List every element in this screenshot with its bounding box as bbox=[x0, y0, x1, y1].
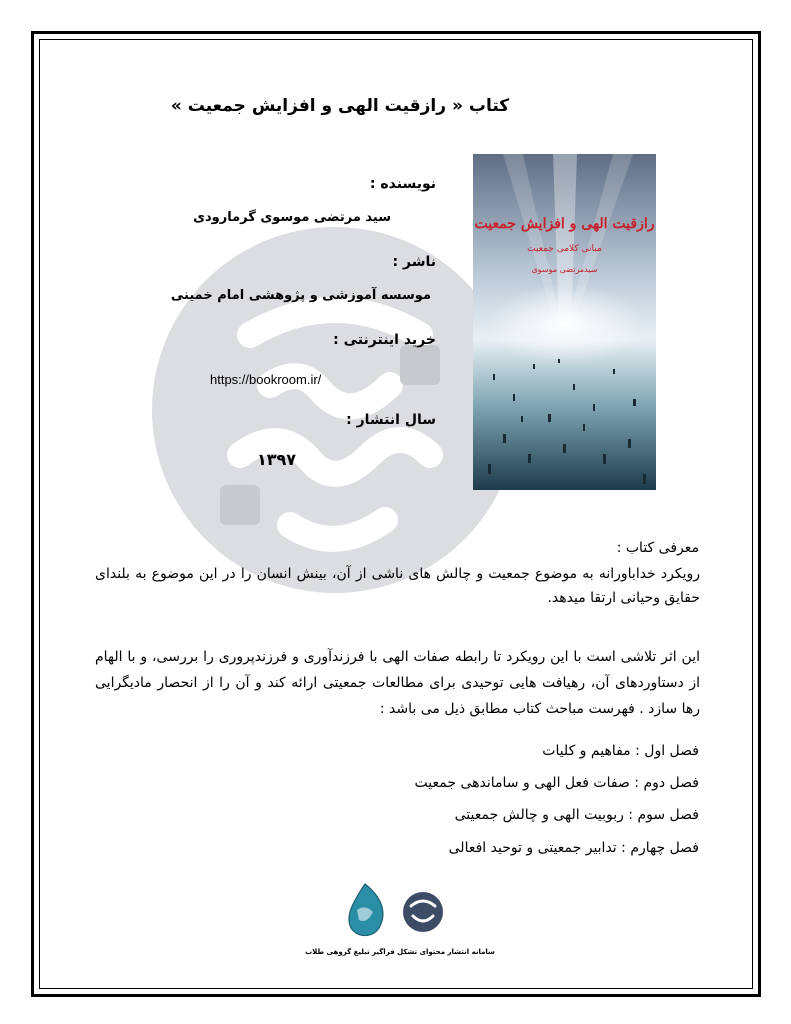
footer-caption: سامانه انتشار محتوای تشکل فراگیر تبلیغ گروهی طلاب bbox=[305, 948, 495, 956]
publisher-label: ناشر : bbox=[392, 254, 436, 270]
teardrop-logo-icon bbox=[349, 884, 383, 936]
cover-title: رازقیت الهی و افزایش جمعیت bbox=[474, 216, 655, 232]
author-value: سید مرتضی موسوی گرمارودی bbox=[193, 210, 391, 225]
footer-logos bbox=[335, 880, 455, 940]
publisher-value: موسسه آموزشی و پژوهشی امام خمینی bbox=[170, 288, 431, 303]
author-label: نویسنده : bbox=[369, 176, 436, 192]
cover-author: سیدمرتضی موسوی bbox=[531, 265, 598, 274]
intro-paragraph-1: رویکرد خداباورانه به موضوع جمعیت و چالش های ناشی از آن، بینش انسان را در این موضوع به بلندای حقایق وحیانی ارتقا میدهد. bbox=[95, 566, 700, 606]
chapter-item: فصل سوم : ربوبیت الهی و چالش جمعیتی bbox=[454, 807, 699, 823]
year-label: سال انتشار : bbox=[346, 412, 436, 428]
book-cover-art bbox=[473, 154, 656, 490]
chapter-item: فصل چهارم : تدابیر جمعیتی و توحید افعالی bbox=[448, 840, 699, 856]
intro-paragraph-2: این اثر تلاشی است با این رویکرد تا رابطه صفات الهی با فرزندآوری و فرزندپروری را بررسی، و با الهام از دستاوردهای آن، رهیافت هایی توحیدی برای مطالعات جمعیتی ارائه کند و آن را از انحصار مادیگرایی رها سازد . فهرست مباحث کتاب مطابق ذیل می باشد : bbox=[95, 649, 700, 717]
book-cover bbox=[473, 154, 656, 490]
chapter-item: فصل دوم : صفات فعل الهی و ساماندهی جمعیت bbox=[414, 775, 699, 791]
purchase-label: خرید اینترنتی : bbox=[333, 332, 436, 348]
page-title: کتاب « رازقیت الهی و افزایش جمعیت » bbox=[170, 96, 510, 116]
circle-logo-icon bbox=[403, 892, 443, 932]
cover-subtitle: مبانی کلامی جمعیت bbox=[527, 244, 602, 254]
chapter-item: فصل اول : مفاهیم و کلیات bbox=[542, 743, 699, 759]
year-value: ۱۳۹۷ bbox=[256, 450, 296, 469]
intro-heading: معرفی کتاب : bbox=[616, 540, 699, 556]
watermark-logo bbox=[150, 225, 520, 595]
purchase-link[interactable]: https://bookroom.ir/ bbox=[210, 372, 322, 387]
